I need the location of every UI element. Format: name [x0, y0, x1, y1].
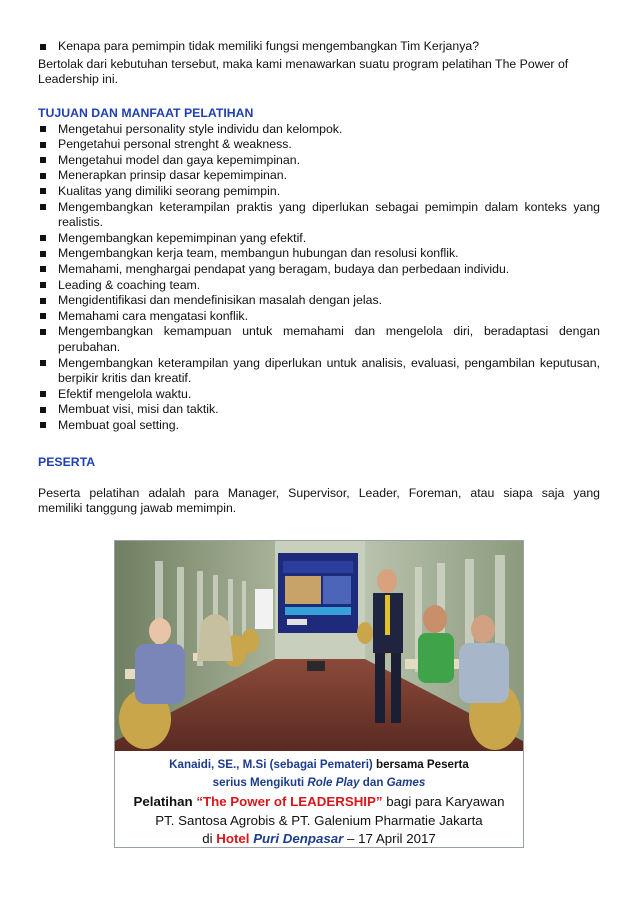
list-item: Mengembangkan keterampilan yang diperlukan untuk analisis, evaluasi, pengambilan keputusan, berpikir kritis dan kreatif. — [38, 356, 600, 387]
training-room-illustration — [115, 541, 523, 751]
caption-line: Pelatihan “The Power of LEADERSHIP” bagi para Karyawan — [133, 794, 505, 809]
list-item: Menerapkan prinsip dasar kepemimpinan. — [38, 168, 600, 184]
list-item: Membuat visi, misi dan taktik. — [38, 402, 600, 418]
list-item: Mengetahui model dan gaya kepemimpinan. — [38, 153, 600, 169]
list-item: Memahami cara mengatasi konflik. — [38, 309, 600, 325]
list-item: Mengetahui personality style individu dan kelompok. — [38, 122, 600, 138]
list-item: Leading & coaching team. — [38, 278, 600, 294]
training-photo — [114, 540, 524, 848]
caption-line: PT. Santosa Agrobis & PT. Galenium Pharmatie Jakarta — [155, 813, 483, 828]
list-item: Membuat goal setting. — [38, 418, 600, 434]
objectives-list — [38, 122, 600, 434]
list-item: Mengembangkan kemampuan untuk memahami dan mengelola diri, beradaptasi dengan perubahan. — [38, 324, 600, 355]
caption-line: di Hotel Puri Denpasar – 17 April 2017 — [202, 831, 436, 846]
list-item: Mengembangkan keterampilan praktis yang diperlukan sebagai pemimpin dalam konteks yang realistis. — [38, 200, 600, 231]
section-heading-objectives: TUJUAN DAN MANFAAT PELATIHAN — [38, 106, 254, 120]
intro-paragraph: Bertolak dari kebutuhan tersebut, maka kami menawarkan suatu program pelatihan The Power of Leadership ini. — [38, 56, 569, 87]
caption-line: Kanaidi, SE., M.Si (sebagai Pemateri) bersama Peserta — [169, 758, 469, 771]
list-item: Kualitas yang dimiliki seorang pemimpin. — [38, 184, 600, 200]
caption-line: serius Mengikuti Role Play dan Games — [212, 776, 426, 789]
list-item: Memahami, menghargai pendapat yang beragam, budaya dan perbedaan individu. — [38, 262, 600, 278]
section-heading-participants: PESERTA — [38, 455, 96, 469]
photo-caption — [115, 751, 523, 847]
list-item: Mengidentifikasi dan mendefinisikan masalah dengan jelas. — [38, 293, 600, 309]
list-item: Mengembangkan kepemimpinan yang efektif. — [38, 231, 600, 247]
list-item: Kenapa para pemimpin tidak memiliki fungsi mengembangkan Tim Kerjanya? — [38, 39, 600, 55]
participants-paragraph: Peserta pelatihan adalah para Manager, Supervisor, Leader, Foreman, atau siapa saja yang memiliki tanggung jawab memimpin. — [38, 485, 600, 516]
section-participants — [38, 455, 600, 517]
list-item: Mengembangkan kerja team, membangun hubungan dan resolusi konflik. — [38, 246, 600, 262]
list-item: Pengetahui personal strenght & weakness. — [38, 137, 600, 153]
section-objectives — [38, 106, 600, 433]
intro-block — [38, 39, 600, 88]
list-item: Efektif mengelola waktu. — [38, 387, 600, 403]
